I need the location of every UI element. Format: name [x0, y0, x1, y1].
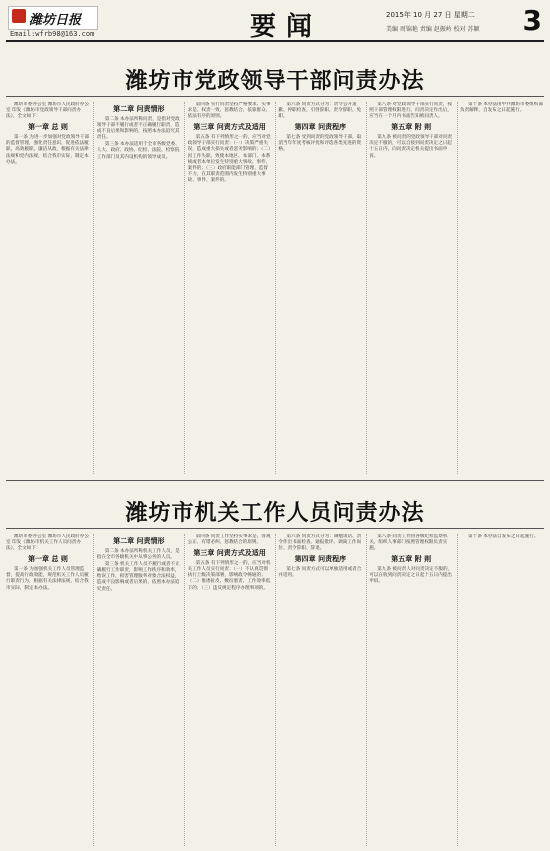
text-column [369, 102, 453, 474]
text-column [97, 102, 181, 474]
chapter-heading: 第四章 问责程序 [294, 555, 347, 564]
section-title: 要闻 [249, 12, 322, 42]
newspaper-logo [8, 6, 98, 30]
text-column [188, 534, 272, 846]
issue-date: 2015年 10 月 27 日 星期二 [386, 11, 475, 19]
text-column [278, 102, 362, 474]
text-column [6, 534, 90, 846]
chapter-heading: 第三章 问责方式及适用 [193, 549, 266, 558]
text-column [188, 102, 272, 474]
text-column [369, 534, 453, 846]
article-paragraph: 第八条 问责工作由各级纪检监察机关、组织人事部门按照管理权限负责实施。 [369, 534, 448, 552]
chapter-heading: 第五章 附 则 [391, 123, 432, 132]
column-rule [184, 534, 185, 846]
logo-emblem-icon [12, 9, 26, 23]
article-body-2 [6, 534, 544, 846]
article-divider [6, 480, 544, 481]
column-rule [184, 102, 185, 474]
article-paragraph: 第七条 受到问责的党政领导干部，取消当年年度考核评优和评选各类先进的资格。 [278, 135, 362, 153]
headline-divider-2 [6, 528, 544, 529]
article-paragraph: 第六条 问责方式分为：诫勉谈话、责令作出书面检查、通报批评、调离工作岗位、责令辞职、辞退。 [278, 534, 362, 552]
column-rule [457, 102, 458, 474]
article-paragraph: 第五条 有下列情形之一的，应当对机关工作人员实行问责：（一）不认真贯彻执行上级决策部署，影响政令畅通的；（二）推诿扯皮、敷衍塞责、工作效率低下的；（三）违反规定程序办理事项的。 [187, 561, 271, 591]
page-number: 3 [522, 4, 542, 37]
text-column [460, 102, 544, 474]
column-rule [93, 534, 94, 846]
column-rule [366, 102, 367, 474]
article-intro: 潍坊市委办公室 潍坊市人民政府办公室 印发《潍坊市党政领导干部问责办法》，全文如下： [6, 102, 89, 120]
email-address: Email:wfrb98@163.com [10, 30, 95, 38]
chapter-heading: 第三章 问责方式及适用 [193, 123, 266, 132]
chapter-heading: 第五章 附 则 [391, 555, 432, 564]
text-column [6, 102, 90, 474]
article-paragraph: 第十条 本办法由中共潍坊市委组织部负责解释，自发布之日起施行。 [460, 102, 543, 114]
column-rule [275, 102, 276, 474]
article-paragraph: 第一条 为进一步加强对党政领导干部的监督管理，强化责任意识，促进依法履职、高效履职、廉洁从政，根据有关法律法规和党内法规，结合我市实际，制定本办法。 [6, 135, 89, 165]
article-paragraph: 第九条 被问责的党政领导干部对问责决定不服的，可以自接到问责决定之日起十五日内，向问责决定机关提出书面申诉。 [369, 135, 453, 159]
article-paragraph: 第一条 为加强机关工作人员管理监督，提高行政效能，规范机关工作人员履行职责行为，根据有关法律法规，结合我市实际，制定本办法。 [6, 567, 89, 591]
article-paragraph: 第四条 问责工作坚持实事求是、客观公正、有错必纠、惩教结合的原则。 [187, 534, 271, 546]
column-rule [275, 534, 276, 846]
article-paragraph: 第八条 对党政领导干部实行问责，按照干部管理权限进行。问责决定作出后，应当在一个月内书面告知被问责人。 [369, 102, 453, 120]
article-paragraph: 第四条 实行问责坚持严格要求、实事求是、权责一致、惩教结合、依靠群众、依法有序的原则。 [187, 102, 271, 120]
headline-divider-1 [6, 96, 544, 97]
column-rule [93, 102, 94, 474]
text-column [97, 534, 181, 846]
masthead [6, 4, 544, 42]
chapter-heading: 第二章 问责情形 [113, 537, 165, 545]
article-paragraph: 第五条 有下列情形之一的，应当对党政领导干部实行问责：（一）决策严重失误，造成重大损失或者恶劣影响的；（二）因工作失职，致使本地区、本部门、本系统或者本单位发生特别重大事故、事件、案件的；（三）政府职能部门管理、监督不力，在其职责范围内发生特别重大事故、事件、案件的。 [187, 135, 271, 183]
chapter-heading: 第四章 问责程序 [294, 123, 347, 132]
text-column [460, 534, 544, 846]
logo-text: 潍坊日报 [29, 13, 82, 28]
article-paragraph: 第三条 本办法适用于全市各级党委、人大、政府、政协、纪检、法院、检察院工作部门及其内设机构的领导成员。 [96, 142, 180, 160]
article-paragraph: 第三条 机关工作人员不履行或者不正确履行工作职责，影响工作秩序和效率，贻误工作，损害管理服务对象合法权益，造成不良影响或者后果的，依照本办法追究责任。 [96, 562, 180, 592]
text-column [278, 534, 362, 846]
article-headline-2: 潍坊市机关工作人员问责办法 [125, 501, 425, 526]
article-paragraph: 第二条 本办法所称问责，是指对党政领导干部不履行或者不正确履行职责，造成不良后果和影响的，按照本办法追究其责任。 [96, 117, 180, 141]
article-headline-1: 潍坊市党政领导干部问责办法 [125, 69, 425, 94]
editor-credits: 美编 周锦艳 责编 赵振岭 校对 苏颖 [386, 26, 480, 33]
chapter-heading: 第一章 总 则 [28, 123, 68, 132]
column-rule [366, 534, 367, 846]
article-paragraph: 第六条 问责方式分为：责令公开道歉、停职检查、引咎辞职、责令辞职、免职。 [278, 102, 362, 120]
chapter-heading: 第二章 问责情形 [113, 105, 165, 113]
article-paragraph: 第九条 被问责人对问责决定不服的，可以在收到问责决定之日起十五日内提出申诉。 [369, 567, 453, 585]
article-body-1 [6, 102, 544, 474]
article-paragraph: 第二条 本办法所称机关工作人员，是指在全市各级机关中从事公务的人员。 [96, 549, 180, 561]
article-intro: 潍坊市委办公室 潍坊市人民政府办公室 印发《潍坊市机关工作人员问责办法》，全文如下： [6, 534, 89, 552]
chapter-heading: 第一章 总 则 [28, 555, 68, 564]
article-paragraph: 第七条 问责方式可以单独适用或者合并适用。 [278, 567, 362, 579]
article-paragraph: 第十条 本办法自发布之日起施行。 [468, 534, 539, 539]
column-rule [457, 534, 458, 846]
